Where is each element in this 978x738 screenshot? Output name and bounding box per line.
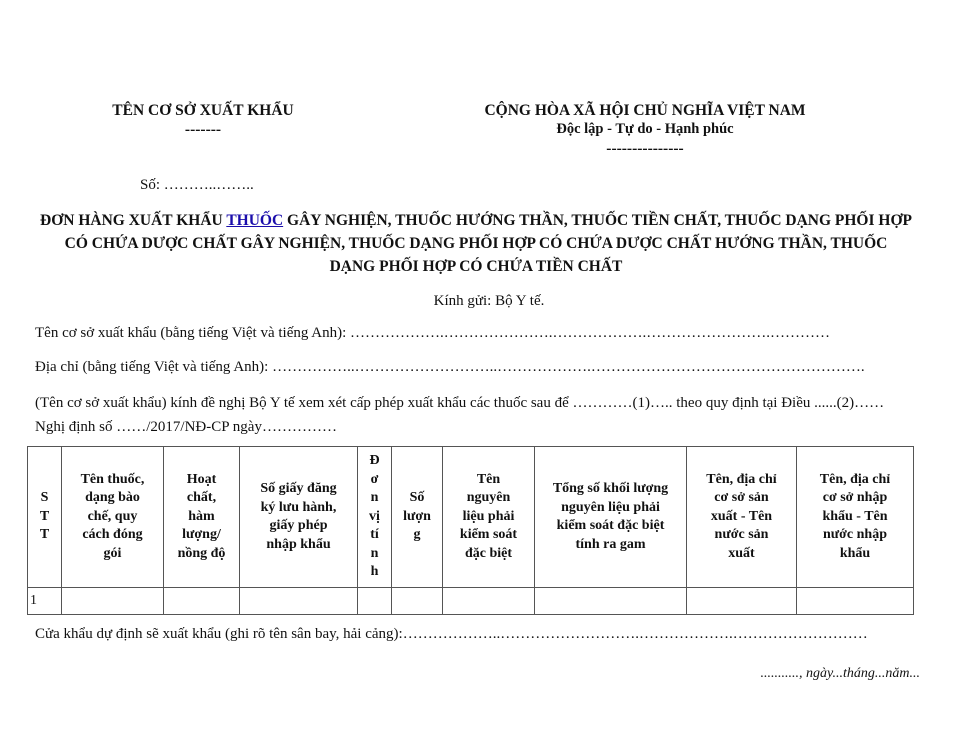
- recipient-line: Kính gửi: Bộ Y tế.: [433, 293, 545, 309]
- exporter-name-field: Tên cơ sở xuất khẩu (bằng tiếng Việt và tiếng Anh): ……………….………………….……………….…………………….…………: [35, 325, 831, 341]
- col-importer: Tên, địa chỉ cơ sở nhập khẩu - Tên nước nhập khẩu: [797, 447, 914, 588]
- col-controlled-material: Tên nguyên liệu phải kiểm soát đặc biệt: [443, 447, 535, 588]
- col-unit: Đ ơ n vị tí n h: [358, 447, 392, 588]
- exporter-name-heading: TÊN CƠ SỞ XUẤT KHẨU: [112, 102, 294, 119]
- national-title: CỘNG HÒA XÃ HỘI CHỦ NGHĨA VIỆT NAM: [484, 102, 806, 119]
- date-line: ..........., ngày...tháng...năm...: [760, 666, 920, 681]
- title-link-thuoc[interactable]: THUỐC: [226, 212, 284, 229]
- table-row: [28, 588, 914, 615]
- title-part-2: GÂY NGHIỆN, THUỐC HƯỚNG THẦN, THUỐC TIỀN CHẤT, THUỐC DẠNG PHỐI HỢP CÓ CHỨA DƯỢC CHẤT GÂY NGHIỆN, THUỐC DẠNG PHỐI HỢP CÓ CHỨA DƯỢC CHẤT HƯỚNG THẦN, THUỐC DẠNG PHỐI HỢP CÓ CHỨA TIỀN CHẤT: [64, 212, 912, 275]
- request-paragraph: (Tên cơ sở xuất khẩu) kính đề nghị Bộ Y tế xem xét cấp phép xuất khẩu các thuốc sau để …………(1)….. theo quy định tại Điều ......(2)…… Nghị định số ……/2017/NĐ-CP ngày……………: [35, 395, 885, 435]
- address-field: Địa chỉ (bằng tiếng Việt và tiếng Anh): ……………..………………………..……………….……………………………………………….: [35, 359, 865, 375]
- header-right: [455, 101, 835, 158]
- header-left: [88, 101, 318, 139]
- row-index: 1: [28, 588, 62, 615]
- document-number: Số: ………..……..: [140, 177, 254, 193]
- table-header-row: [28, 447, 914, 588]
- table-cell[interactable]: [62, 588, 164, 615]
- col-quantity: Số lượn g: [392, 447, 443, 588]
- col-active-ingredient: Hoạt chất, hàm lượng/ nồng độ: [164, 447, 240, 588]
- table-cell[interactable]: [392, 588, 443, 615]
- table-cell[interactable]: [164, 588, 240, 615]
- header-left-separator: -------: [184, 121, 222, 138]
- document-title: [40, 209, 912, 278]
- border-exit-field: Cửa khẩu dự định sẽ xuất khẩu (ghi rõ tên sân bay, hải cảng):………………..……………………….……………….………………………: [35, 626, 868, 642]
- national-motto: Độc lập - Tự do - Hạnh phúc: [556, 121, 734, 137]
- order-table: [27, 446, 914, 615]
- table-cell[interactable]: [443, 588, 535, 615]
- col-manufacturer: Tên, địa chỉ cơ sở sản xuất - Tên nước sản xuất: [687, 447, 797, 588]
- table-cell[interactable]: [535, 588, 687, 615]
- table-cell[interactable]: [240, 588, 358, 615]
- col-drug-name: Tên thuốc, dạng bào chế, quy cách đóng gói: [62, 447, 164, 588]
- title-part-1: ĐƠN HÀNG XUẤT KHẨU: [40, 212, 227, 229]
- table-cell[interactable]: [687, 588, 797, 615]
- header-right-separator: ---------------: [606, 140, 684, 157]
- table-cell[interactable]: [797, 588, 914, 615]
- col-total-mass: Tổng số khối lượng nguyên liệu phải kiểm soát đặc biệt tính ra gam: [535, 447, 687, 588]
- col-registration-number: Số giấy đăng ký lưu hành, giấy phép nhập khẩu: [240, 447, 358, 588]
- table-cell[interactable]: [358, 588, 392, 615]
- col-stt: S T T: [28, 447, 62, 588]
